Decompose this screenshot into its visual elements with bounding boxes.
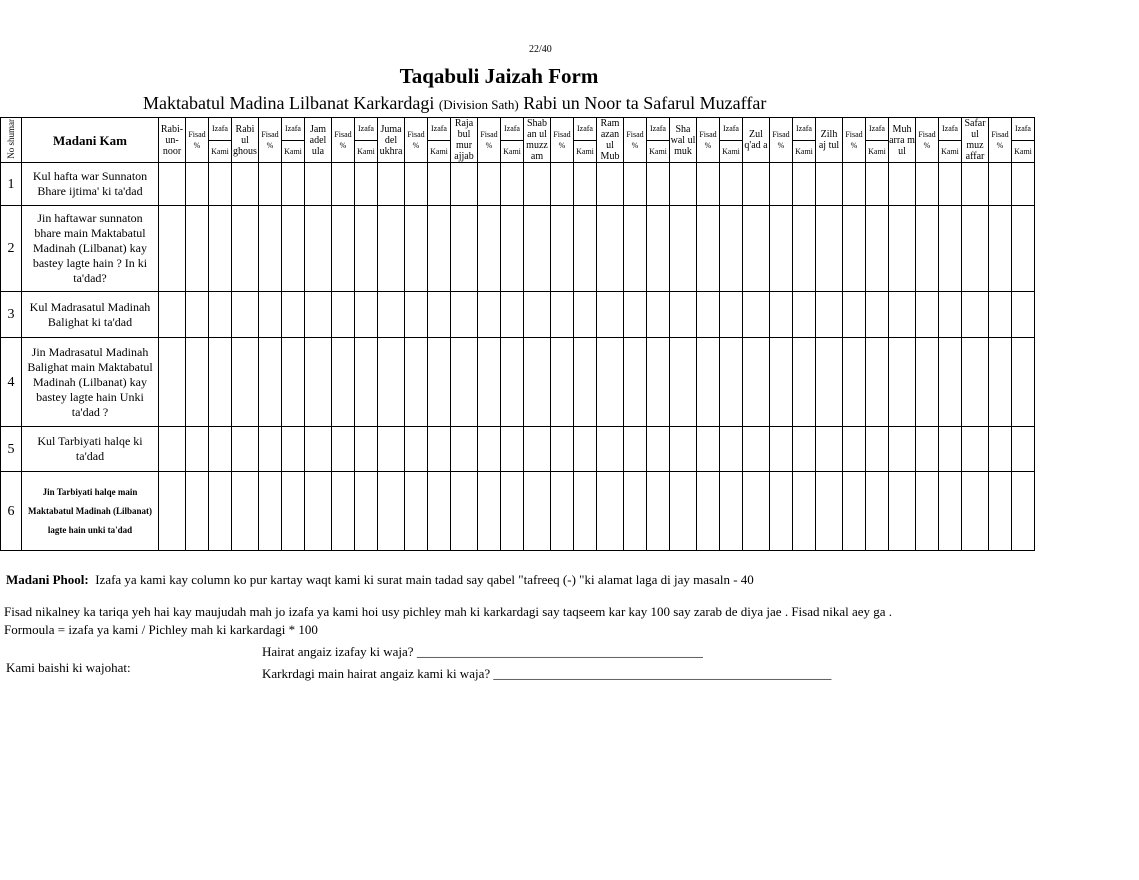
data-cell[interactable] — [332, 206, 355, 292]
data-cell[interactable] — [355, 472, 378, 551]
data-cell[interactable] — [501, 163, 524, 206]
data-cell[interactable] — [793, 292, 816, 338]
data-cell[interactable] — [428, 427, 451, 472]
header-month: Ram azan ul Mub — [597, 118, 624, 163]
data-cell[interactable] — [378, 427, 405, 472]
data-cell[interactable] — [697, 206, 720, 292]
data-cell[interactable] — [866, 292, 889, 338]
data-cell[interactable] — [378, 292, 405, 338]
row-description: Jin Madrasatul Madinah Balighat main Maktabatul Madinah (Lilbanat) kay bastey lagte hain Unki ta'dad ? — [22, 338, 159, 427]
data-cell[interactable] — [305, 427, 332, 472]
data-cell[interactable] — [743, 427, 770, 472]
data-cell[interactable] — [501, 338, 524, 427]
data-cell[interactable] — [962, 163, 989, 206]
data-cell[interactable] — [551, 206, 574, 292]
data-cell[interactable] — [305, 472, 332, 551]
page-title: Taqabuli Jaizah Form — [399, 64, 599, 88]
page-number: 22/40 — [529, 44, 552, 55]
data-cell[interactable] — [647, 163, 670, 206]
data-cell[interactable] — [186, 292, 209, 338]
data-cell[interactable] — [232, 427, 259, 472]
data-cell[interactable] — [332, 163, 355, 206]
data-cell[interactable] — [332, 338, 355, 427]
data-cell[interactable] — [305, 206, 332, 292]
data-cell[interactable] — [962, 206, 989, 292]
data-cell[interactable] — [647, 292, 670, 338]
jaizah-table — [0, 117, 1035, 551]
data-cell[interactable] — [916, 427, 939, 472]
data-cell[interactable] — [843, 472, 866, 551]
header-month: Shab an ul muzz am — [524, 118, 551, 163]
data-cell[interactable] — [451, 472, 478, 551]
data-cell[interactable] — [478, 163, 501, 206]
data-cell[interactable] — [355, 163, 378, 206]
table-row — [1, 206, 1035, 292]
data-cell[interactable] — [816, 292, 843, 338]
data-cell[interactable] — [524, 338, 551, 427]
data-cell[interactable] — [697, 427, 720, 472]
data-cell[interactable] — [574, 163, 597, 206]
data-cell[interactable] — [720, 472, 743, 551]
phool-label: Madani Phool: — [6, 572, 89, 587]
data-cell[interactable] — [551, 338, 574, 427]
data-cell[interactable] — [209, 206, 232, 292]
data-cell[interactable] — [962, 292, 989, 338]
data-cell[interactable] — [916, 472, 939, 551]
data-cell[interactable] — [405, 163, 428, 206]
data-cell[interactable] — [670, 427, 697, 472]
data-cell[interactable] — [501, 206, 524, 292]
header-month: Safar ul muz affar — [962, 118, 989, 163]
data-cell[interactable] — [451, 163, 478, 206]
data-cell[interactable] — [259, 163, 282, 206]
formula: Formoula = izafa ya kami / Pichley mah ki karkardagi * 100 — [4, 622, 318, 637]
data-cell[interactable] — [624, 427, 647, 472]
row-description: Jin haftawar sunnaton bhare main Maktabatul Madinah (Lilbanat) kay bastey lagte hain ? In ki ta'dad? — [22, 206, 159, 292]
data-cell[interactable] — [647, 338, 670, 427]
data-cell[interactable] — [770, 292, 793, 338]
data-cell[interactable] — [159, 427, 186, 472]
data-cell[interactable] — [962, 472, 989, 551]
data-cell[interactable] — [405, 292, 428, 338]
row-number: 5 — [1, 427, 22, 472]
data-cell[interactable] — [332, 292, 355, 338]
data-cell[interactable] — [478, 292, 501, 338]
data-cell[interactable] — [597, 163, 624, 206]
header-fisad: Fisad % — [405, 118, 428, 163]
data-cell[interactable] — [720, 206, 743, 292]
data-cell[interactable] — [282, 338, 305, 427]
header-fisad: Fisad % — [332, 118, 355, 163]
data-cell[interactable] — [428, 163, 451, 206]
header-fisad: Fisad % — [989, 118, 1012, 163]
izafa-reason: Hairat angaiz izafay ki waja? ____________________________________________ — [262, 644, 703, 659]
header-fisad: Fisad % — [186, 118, 209, 163]
header-fisad: Fisad % — [624, 118, 647, 163]
header-izafa: Izafa — [209, 118, 232, 141]
data-cell[interactable] — [989, 472, 1012, 551]
data-cell[interactable] — [232, 206, 259, 292]
table-row — [1, 163, 1035, 206]
data-cell[interactable] — [889, 292, 916, 338]
header-kami: Kami — [866, 140, 889, 163]
data-cell[interactable] — [670, 472, 697, 551]
row-description: Kul hafta war Sunnaton Bhare ijtima' ki ta'dad — [22, 163, 159, 206]
data-cell[interactable] — [1012, 163, 1035, 206]
header-month: Jam adel ula — [305, 118, 332, 163]
data-cell[interactable] — [743, 292, 770, 338]
header-fisad: Fisad % — [843, 118, 866, 163]
data-cell[interactable] — [916, 292, 939, 338]
data-cell[interactable] — [843, 206, 866, 292]
header-fisad: Fisad % — [916, 118, 939, 163]
header-month: Sha wal ul muk — [670, 118, 697, 163]
header-month: Rabi-un-noor — [159, 118, 186, 163]
data-cell[interactable] — [259, 472, 282, 551]
header-izafa: Izafa — [866, 118, 889, 141]
data-cell[interactable] — [524, 206, 551, 292]
data-cell[interactable] — [282, 472, 305, 551]
data-cell[interactable] — [843, 292, 866, 338]
data-cell[interactable] — [232, 163, 259, 206]
data-cell[interactable] — [816, 163, 843, 206]
data-cell[interactable] — [232, 292, 259, 338]
data-cell[interactable] — [259, 427, 282, 472]
data-cell[interactable] — [720, 427, 743, 472]
data-cell[interactable] — [793, 472, 816, 551]
header-izafa: Izafa — [355, 118, 378, 141]
data-cell[interactable] — [259, 292, 282, 338]
data-cell[interactable] — [866, 472, 889, 551]
data-cell[interactable] — [916, 338, 939, 427]
data-cell[interactable] — [451, 427, 478, 472]
data-cell[interactable] — [770, 163, 793, 206]
data-cell[interactable] — [624, 163, 647, 206]
header-month: Rabi ul ghous — [232, 118, 259, 163]
data-cell[interactable] — [939, 427, 962, 472]
data-cell[interactable] — [697, 472, 720, 551]
data-cell[interactable] — [743, 338, 770, 427]
data-cell[interactable] — [451, 292, 478, 338]
data-cell[interactable] — [405, 338, 428, 427]
data-cell[interactable] — [889, 338, 916, 427]
data-cell[interactable] — [282, 206, 305, 292]
data-cell[interactable] — [916, 163, 939, 206]
data-cell[interactable] — [524, 292, 551, 338]
data-cell[interactable] — [574, 292, 597, 338]
header-madani-kam: Madani Kam — [22, 118, 159, 163]
data-cell[interactable] — [159, 338, 186, 427]
data-cell[interactable] — [597, 338, 624, 427]
data-cell[interactable] — [939, 163, 962, 206]
data-cell[interactable] — [332, 472, 355, 551]
header-month: Juma del ukhra — [378, 118, 405, 163]
header-kami: Kami — [793, 140, 816, 163]
data-cell[interactable] — [843, 427, 866, 472]
row-number: 3 — [1, 292, 22, 338]
data-cell[interactable] — [282, 163, 305, 206]
data-cell[interactable] — [866, 206, 889, 292]
data-cell[interactable] — [816, 338, 843, 427]
data-cell[interactable] — [989, 427, 1012, 472]
data-cell[interactable] — [670, 206, 697, 292]
data-cell[interactable] — [186, 338, 209, 427]
data-cell[interactable] — [939, 292, 962, 338]
data-cell[interactable] — [889, 206, 916, 292]
data-cell[interactable] — [720, 338, 743, 427]
data-cell[interactable] — [551, 472, 574, 551]
header-izafa: Izafa — [720, 118, 743, 141]
header-fisad: Fisad % — [259, 118, 282, 163]
data-cell[interactable] — [209, 472, 232, 551]
data-cell[interactable] — [332, 427, 355, 472]
data-cell[interactable] — [451, 206, 478, 292]
header-fisad: Fisad % — [770, 118, 793, 163]
header-izafa: Izafa — [574, 118, 597, 141]
header-kami: Kami — [1012, 140, 1035, 163]
data-cell[interactable] — [478, 472, 501, 551]
data-cell[interactable] — [843, 163, 866, 206]
data-cell[interactable] — [989, 338, 1012, 427]
kami-reason: Karkrdagi main hairat angaiz kami ki waja? ____________________________________________________ — [262, 666, 832, 681]
data-cell[interactable] — [939, 338, 962, 427]
data-cell[interactable] — [962, 338, 989, 427]
data-cell[interactable] — [989, 206, 1012, 292]
header-month: Raja bul mur ajjab — [451, 118, 478, 163]
data-cell[interactable] — [282, 427, 305, 472]
header-izafa: Izafa — [282, 118, 305, 141]
header-izafa: Izafa — [428, 118, 451, 141]
header-izafa: Izafa — [1012, 118, 1035, 141]
data-cell[interactable] — [1012, 338, 1035, 427]
data-cell[interactable] — [378, 472, 405, 551]
data-cell[interactable] — [209, 427, 232, 472]
header-fisad: Fisad % — [551, 118, 574, 163]
fisad-method: Fisad nikalney ka tariqa yeh hai kay maujudah mah jo izafa ya kami hoi usy pichley mah ki karkardagi say taqseem kar kay 100 say zarab de diya jae . Fisad nikal aey ga . — [4, 604, 893, 619]
data-cell[interactable] — [355, 338, 378, 427]
data-cell[interactable] — [939, 206, 962, 292]
table-row — [1, 427, 1035, 472]
data-cell[interactable] — [428, 206, 451, 292]
data-cell[interactable] — [670, 292, 697, 338]
data-cell[interactable] — [647, 427, 670, 472]
data-cell[interactable] — [697, 292, 720, 338]
header-month: Zul q'ad a — [743, 118, 770, 163]
subtitle-division: (Division Sath) — [438, 97, 519, 112]
data-cell[interactable] — [770, 206, 793, 292]
data-cell[interactable] — [597, 206, 624, 292]
madani-phool — [6, 572, 754, 588]
table-row — [1, 472, 1035, 551]
row-number: 6 — [1, 472, 22, 551]
data-cell[interactable] — [1012, 472, 1035, 551]
data-cell[interactable] — [282, 292, 305, 338]
data-cell[interactable] — [405, 206, 428, 292]
data-cell[interactable] — [524, 163, 551, 206]
data-cell[interactable] — [743, 163, 770, 206]
data-cell[interactable] — [597, 472, 624, 551]
data-cell[interactable] — [524, 472, 551, 551]
data-cell[interactable] — [624, 292, 647, 338]
row-description: Jin Tarbiyati halqe main Maktabatul Madinah (Lilbanat) lagte hain unki ta'dad — [22, 472, 159, 551]
data-cell[interactable] — [597, 292, 624, 338]
row-number: 2 — [1, 206, 22, 292]
header-kami: Kami — [939, 140, 962, 163]
data-cell[interactable] — [816, 427, 843, 472]
data-cell[interactable] — [889, 472, 916, 551]
header-kami: Kami — [209, 140, 232, 163]
data-cell[interactable] — [597, 427, 624, 472]
data-cell[interactable] — [697, 163, 720, 206]
data-cell[interactable] — [551, 163, 574, 206]
header-kami: Kami — [501, 140, 524, 163]
data-cell[interactable] — [305, 163, 332, 206]
row-description: Kul Tarbiyati halqe ki ta'dad — [22, 427, 159, 472]
data-cell[interactable] — [501, 427, 524, 472]
data-cell[interactable] — [743, 472, 770, 551]
data-cell[interactable] — [355, 292, 378, 338]
data-cell[interactable] — [159, 292, 186, 338]
data-cell[interactable] — [551, 292, 574, 338]
data-cell[interactable] — [478, 338, 501, 427]
data-cell[interactable] — [451, 338, 478, 427]
data-cell[interactable] — [428, 472, 451, 551]
data-cell[interactable] — [793, 427, 816, 472]
data-cell[interactable] — [989, 163, 1012, 206]
data-cell[interactable] — [889, 427, 916, 472]
data-cell[interactable] — [962, 427, 989, 472]
header-kami: Kami — [355, 140, 378, 163]
data-cell[interactable] — [259, 206, 282, 292]
data-cell[interactable] — [770, 338, 793, 427]
data-cell[interactable] — [697, 338, 720, 427]
data-cell[interactable] — [405, 427, 428, 472]
table-row — [1, 338, 1035, 427]
data-cell[interactable] — [866, 427, 889, 472]
data-cell[interactable] — [770, 472, 793, 551]
data-cell[interactable] — [405, 472, 428, 551]
data-cell[interactable] — [378, 206, 405, 292]
data-cell[interactable] — [939, 472, 962, 551]
data-cell[interactable] — [501, 472, 524, 551]
data-cell[interactable] — [209, 292, 232, 338]
data-cell[interactable] — [574, 338, 597, 427]
data-cell[interactable] — [186, 163, 209, 206]
data-cell[interactable] — [670, 338, 697, 427]
data-cell[interactable] — [624, 472, 647, 551]
data-cell[interactable] — [916, 206, 939, 292]
data-cell[interactable] — [159, 163, 186, 206]
data-cell[interactable] — [574, 472, 597, 551]
data-cell[interactable] — [305, 292, 332, 338]
data-cell[interactable] — [1012, 206, 1035, 292]
header-izafa: Izafa — [793, 118, 816, 141]
data-cell[interactable] — [378, 163, 405, 206]
data-cell[interactable] — [428, 292, 451, 338]
data-cell[interactable] — [232, 338, 259, 427]
data-cell[interactable] — [770, 427, 793, 472]
header-izafa: Izafa — [939, 118, 962, 141]
data-cell[interactable] — [793, 338, 816, 427]
data-cell[interactable] — [159, 206, 186, 292]
header-kami: Kami — [282, 140, 305, 163]
phool-text: Izafa ya kami kay column ko pur kartay waqt kami ki surat main tadad say qabel "tafreeq (-) "ki alamat laga di jay masaln - 40 — [95, 572, 754, 587]
header-month: Zilh aj tul — [816, 118, 843, 163]
data-cell[interactable] — [478, 427, 501, 472]
data-cell[interactable] — [647, 206, 670, 292]
data-cell[interactable] — [259, 338, 282, 427]
data-cell[interactable] — [793, 206, 816, 292]
data-cell[interactable] — [793, 163, 816, 206]
subtitle-main: Maktabatul Madina Lilbanat Karkardagi — [143, 93, 435, 113]
data-cell[interactable] — [816, 206, 843, 292]
row-number: 1 — [1, 163, 22, 206]
table-row — [1, 292, 1035, 338]
header-kami: Kami — [720, 140, 743, 163]
data-cell[interactable] — [159, 472, 186, 551]
subtitle — [143, 93, 766, 114]
header-no: No shumar — [1, 118, 22, 163]
data-cell[interactable] — [816, 472, 843, 551]
data-cell[interactable] — [889, 163, 916, 206]
subtitle-range: Rabi un Noor ta Safarul Muzaffar — [523, 93, 767, 113]
data-cell[interactable] — [866, 338, 889, 427]
data-cell[interactable] — [478, 206, 501, 292]
data-cell[interactable] — [624, 206, 647, 292]
data-cell[interactable] — [186, 427, 209, 472]
header-kami: Kami — [428, 140, 451, 163]
kami-label: Kami baishi ki wajohat: — [6, 660, 131, 675]
data-cell[interactable] — [720, 163, 743, 206]
data-cell[interactable] — [355, 206, 378, 292]
data-cell[interactable] — [209, 163, 232, 206]
data-cell[interactable] — [305, 338, 332, 427]
data-cell[interactable] — [989, 292, 1012, 338]
data-cell[interactable] — [624, 338, 647, 427]
data-cell[interactable] — [524, 427, 551, 472]
data-cell[interactable] — [1012, 427, 1035, 472]
data-cell[interactable] — [743, 206, 770, 292]
row-number: 4 — [1, 338, 22, 427]
data-cell[interactable] — [209, 338, 232, 427]
data-cell[interactable] — [378, 338, 405, 427]
data-cell[interactable] — [670, 163, 697, 206]
data-cell[interactable] — [428, 338, 451, 427]
header-kami: Kami — [574, 140, 597, 163]
data-cell[interactable] — [843, 338, 866, 427]
data-cell[interactable] — [186, 206, 209, 292]
data-cell[interactable] — [1012, 292, 1035, 338]
header-fisad: Fisad % — [478, 118, 501, 163]
header-month: Muh arra m ul — [889, 118, 916, 163]
data-cell[interactable] — [355, 427, 378, 472]
data-cell[interactable] — [647, 472, 670, 551]
header-izafa: Izafa — [501, 118, 524, 141]
data-cell[interactable] — [551, 427, 574, 472]
row-description: Kul Madrasatul Madinah Balighat ki ta'dad — [22, 292, 159, 338]
data-cell[interactable] — [720, 292, 743, 338]
data-cell[interactable] — [574, 206, 597, 292]
header-kami: Kami — [647, 140, 670, 163]
data-cell[interactable] — [186, 472, 209, 551]
data-cell[interactable] — [574, 427, 597, 472]
data-cell[interactable] — [866, 163, 889, 206]
header-fisad: Fisad % — [697, 118, 720, 163]
data-cell[interactable] — [501, 292, 524, 338]
header-izafa: Izafa — [647, 118, 670, 141]
data-cell[interactable] — [232, 472, 259, 551]
